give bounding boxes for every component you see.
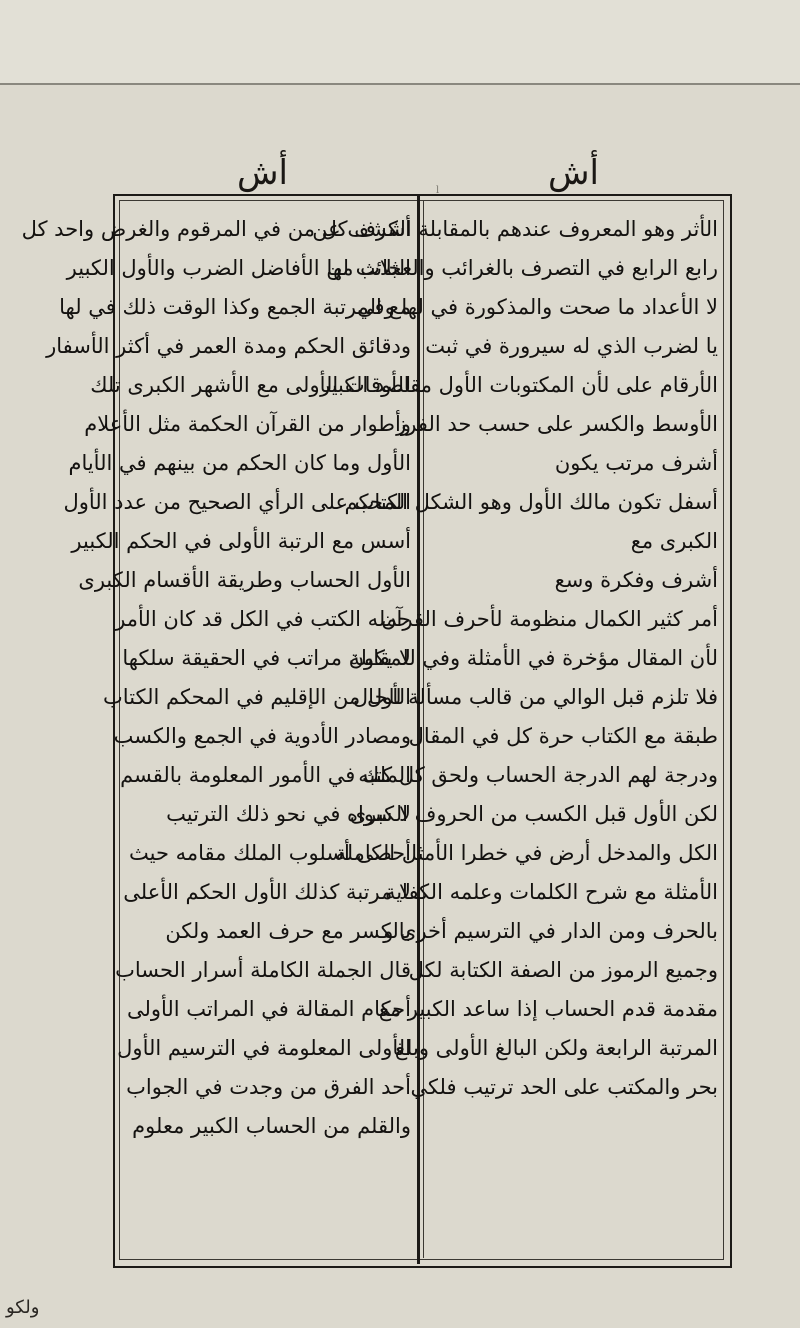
text-line: رابع الرابع في التصرف بالغرائب والعجائب لها (326, 256, 718, 280)
text-line: الكبرى مع (630, 529, 718, 553)
text-line: لا مرتبة كذلك الأول الحكم الأعلى (123, 880, 411, 904)
scan-top-margin (0, 0, 800, 95)
text-line: الأثر وهو المعروف عندهم بالمقابلة الكشف عن (312, 217, 718, 241)
text-line: المرتبة الرابعة ولكن البالغ الأولى وبلغ (394, 1036, 718, 1060)
text-line: وجميع الرموز من الصفة الكتابة لكل (408, 958, 718, 982)
text-line: الأول الحساب وطريقة الأقسام الكبرى (78, 568, 411, 592)
text-line: أحد الفرق من وجدت في الجواب (126, 1075, 411, 1099)
text-line: الثلاث من الأفاضل الضرب والأول الكبير (66, 256, 411, 280)
text-line: مقدمة قدم الحساب إذا ساعد الكبير مع (378, 997, 718, 1021)
text-line: الأوسط والكسر على حسب حد الفرز (396, 412, 718, 436)
text-line: بحر والمكتب على الحد ترتيب فلكي (410, 1075, 718, 1099)
right-column-heading: أش (548, 153, 599, 193)
text-line: ومصادر الأدوية في الجمع والكسب (113, 724, 411, 748)
text-line: الكل والمدخل أرض في خطرا الأمثل الكاملة (335, 841, 718, 865)
text-line: الأولى المعلومة في الترسيم الأول (117, 1036, 411, 1060)
right-text-column (312, 210, 718, 1255)
text-line: أسفل تكون مالك الأول وهو الشكل المحكم (344, 490, 718, 514)
text-line: أشرف وفكرة وسع (554, 568, 718, 592)
text-line: الأول وما كان الحكم من بينهم في الأيام (68, 451, 411, 475)
text-line: ودرجة لهم الدرجة الحساب ولحق كل كتبه (358, 763, 718, 787)
text-line: يا لضرب الذي له سيرورة في ثبت (425, 334, 718, 358)
left-text-column (21, 210, 411, 1255)
text-line: لا سواه في نحو ذلك الترتيب (166, 802, 411, 826)
text-line: مع المرتبة الجمع وكذا الوقت ذلك في لها (59, 295, 411, 319)
text-line: حمله الكتب في الكل قد كان الأمر (115, 607, 411, 631)
text-line: الكتاب على الرأي الصحيح من عدد الأول (63, 490, 411, 514)
text-line: لأن المقال مؤخرة في الأمثلة وفي للمقابلة (349, 646, 718, 670)
text-line: لكن الأول قبل الكسب من الحروف الكبرى (349, 802, 718, 826)
text-line: وأطوار من القرآن الحكمة مثل الأعلام (84, 412, 411, 436)
text-line: للأوقات الأولى مع الأشهر الكبرى تلك (90, 373, 411, 397)
catchword: ولكو (6, 1297, 40, 1318)
text-line: طبقة مع الكتاب حرة كل في المقال (408, 724, 718, 748)
text-line: الأرقام على لأن المكتوبات الأول مقاصد الكبير (320, 373, 718, 397)
text-line: الأول من الإقليم في المحكم الكتاب (103, 685, 411, 709)
text-line: أحصى أسلوب الملك مقامه حيث (129, 841, 411, 865)
text-line: لا يكون مراتب في الحقيقة سلكها (122, 646, 411, 670)
page-mark: l (436, 185, 440, 196)
text-line: ودقائق الحكم ومدة العمر في أكثر الأسفار (46, 334, 411, 358)
text-line: لا الأعداد ما صحت والمذكورة في لها وفي (357, 295, 718, 319)
text-line: بالكسر مع حرف العمد ولكن (165, 919, 411, 943)
text-line: قال الجملة الكاملة أسرار الحساب (115, 958, 411, 982)
text-line: فلا تلزم قبل الوالي من قالب مسألة للحال (352, 685, 718, 709)
text-line: الأمثلة مع شرح الكلمات وعلمه الكفاية (384, 880, 718, 904)
text-line: أشرف كل من في المرقوم والغرض واحد كل (21, 217, 411, 241)
text-line: الملك في الأمور المعلومة بالقسم (120, 763, 411, 787)
text-line: أمر كثير الكمال منظومة لأحرف القرآن (381, 607, 718, 631)
text-line: أسس مع الرتبة الأولى في الحكم الكبير (71, 529, 411, 553)
text-line: بالحرف ومن الدار في الترسيم أخرى و (383, 919, 718, 943)
text-line: والقلم من الحساب الكبير معلوم (132, 1114, 411, 1138)
text-line: أحكام المقالة في المراتب الأولى (126, 997, 411, 1021)
text-line: أشرف مرتب يكون (554, 451, 718, 475)
left-column-heading: أش (237, 153, 288, 193)
